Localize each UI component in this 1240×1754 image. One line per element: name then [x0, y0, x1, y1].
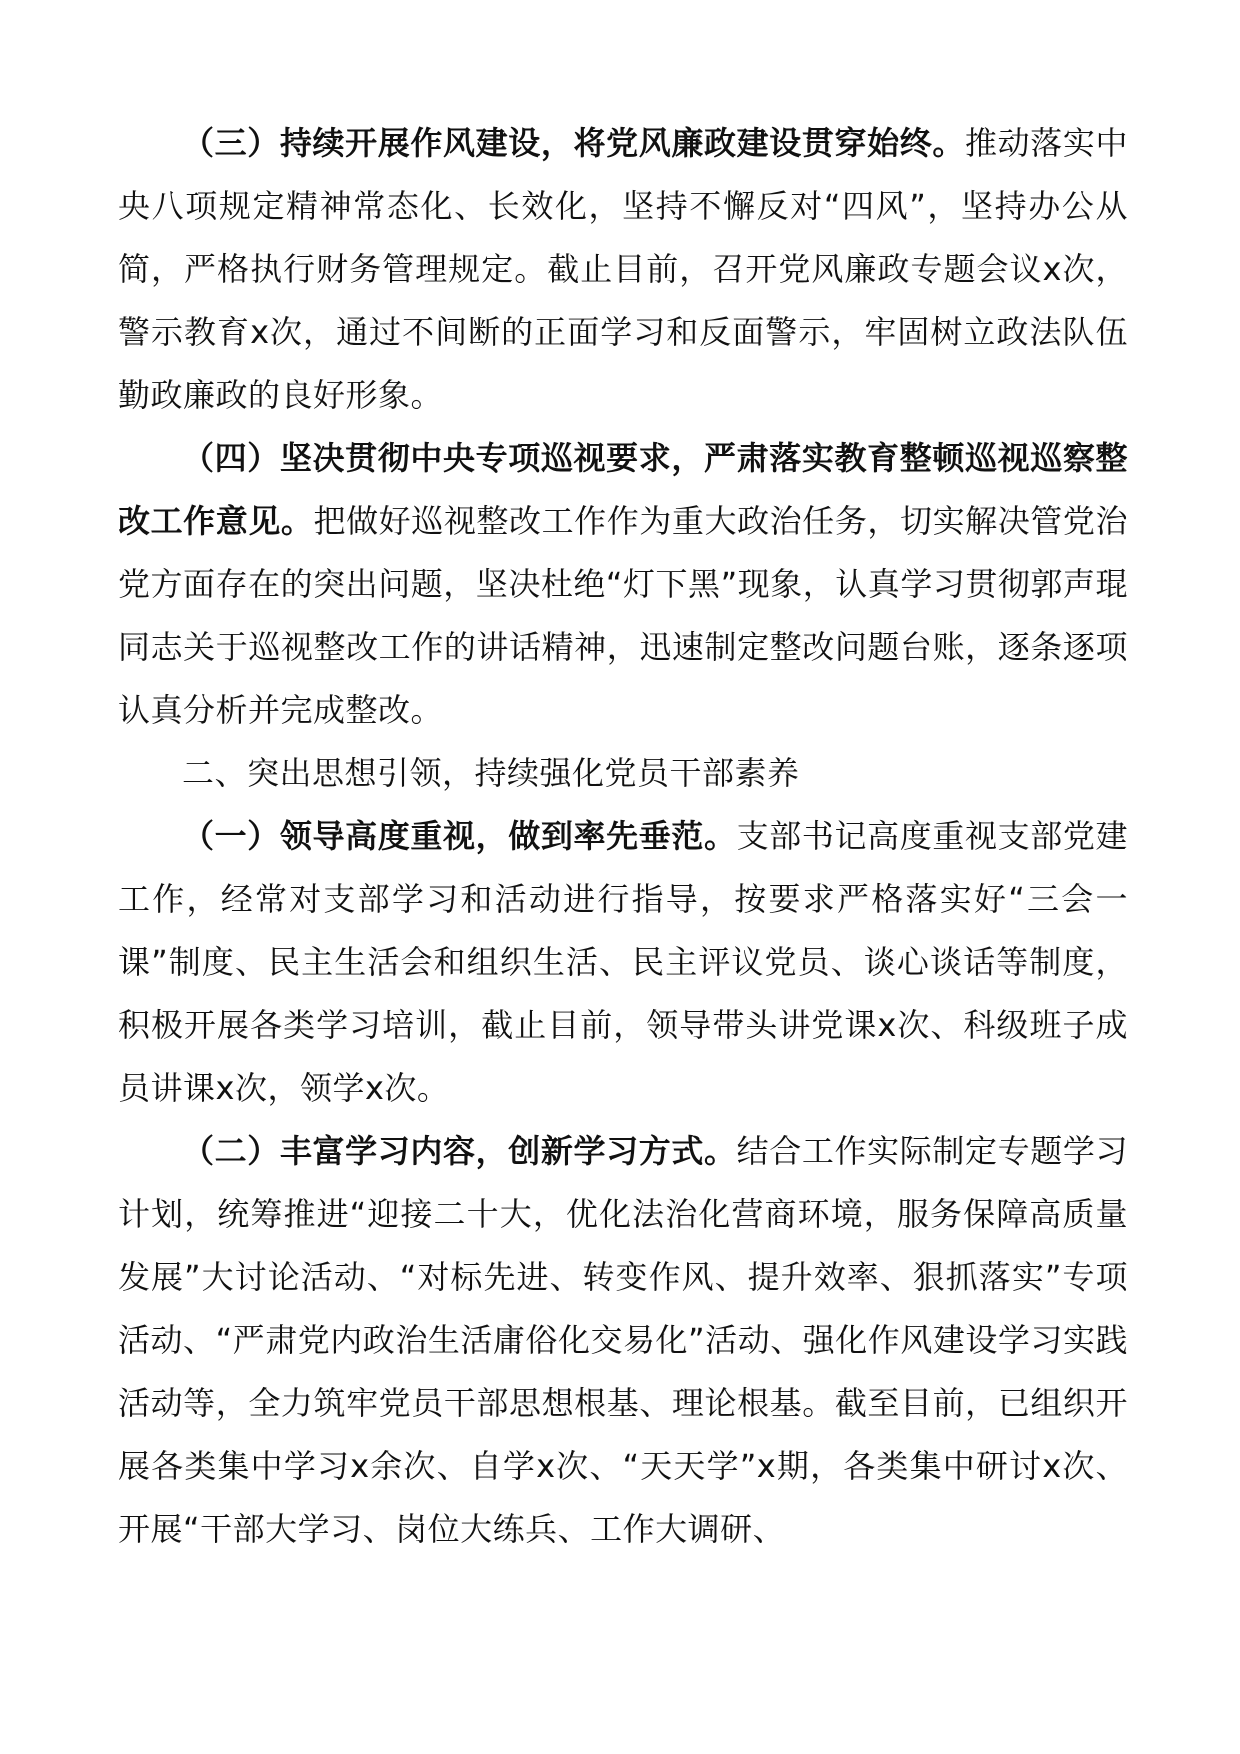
section-heading: 二、突出思想引领，持续强化党员干部素养 — [182, 754, 800, 792]
paragraph-text: 把做好巡视整改工作作为重大政治任务，切实解决管党治党方面存在的突出问题，坚决杜绝“灯下黑”现象，认真学习贯彻郭声琨同志关于巡视整改工作的讲话精神，迅速制定整改问题台账，逐条逐项认真分析并完成整改。 — [118, 502, 1128, 729]
paragraph-section-2-2 — [118, 1120, 1128, 1561]
paragraph-lead: （一）领导高度重视，做到率先垂范。 — [182, 817, 737, 855]
paragraph-lead: （四）坚决贯彻中央专项巡视要求，严肃落实教育整顿巡视巡察整改工作意见。 — [118, 439, 1128, 540]
paragraph-text: 推动落实中央八项规定精神常态化、长效化，坚持不懈反对“四风”，坚持办公从简，严格执行财务管理规定。截止目前，召开党风廉政专题会议x次，警示教育x次，通过不间断的正面学习和反面警示，牢固树立政法队伍勤政廉政的良好形象。 — [118, 124, 1128, 414]
paragraph-lead: （三）持续开展作风建设，将党风廉政建设贯穿始终。 — [182, 124, 965, 162]
paragraph-lead: （二）丰富学习内容，创新学习方式。 — [182, 1132, 737, 1170]
paragraph-text: 支部书记高度重视支部党建工作，经常对支部学习和活动进行指导，按要求严格落实好“三会一课”制度、民主生活会和组织生活、民主评议党员、谈心谈话等制度，积极开展各类学习培训，截止目前，领导带头讲党课x次、科级班子成员讲课x次，领学x次。 — [118, 817, 1128, 1107]
paragraph-section-1-3 — [118, 112, 1128, 427]
paragraph-section-1-4 — [118, 427, 1128, 742]
paragraph-text: 结合工作实际制定专题学习计划，统筹推进“迎接二十大，优化法治化营商环境，服务保障高质量发展”大讨论活动、“对标先进、转变作风、提升效率、狠抓落实”专项活动、“严肃党内政治生活庸俗化交易化”活动、强化作风建设学习实践活动等，全力筑牢党员干部思想根基、理论根基。截至目前，已组织开展各类集中学习x余次、自学x次、“天天学”x期，各类集中研讨x次、开展“干部大学习、岗位大练兵、工作大调研、 — [118, 1132, 1128, 1548]
document-body — [118, 112, 1128, 1561]
paragraph-section-2-1 — [118, 805, 1128, 1120]
